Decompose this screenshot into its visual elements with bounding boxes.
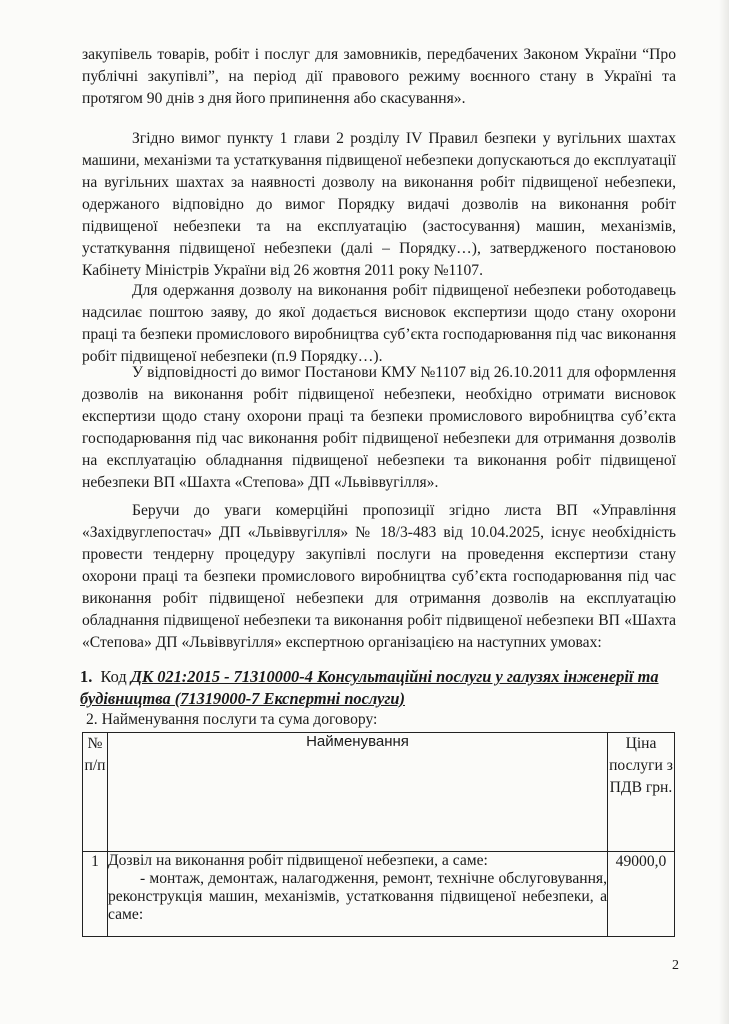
row-desc-line: Дозвіл на виконання робіт підвищеної небезпеки, а саме: [108,852,488,869]
item-1-prefix: Код [100,667,127,686]
row-num: 1 [83,852,108,937]
row-description [108,852,608,937]
table-row [83,852,675,937]
header-name: Найменування [108,733,608,852]
item-1-code-line [80,666,684,710]
service-table [82,732,675,937]
row-price: 49000,0 [608,852,675,937]
paragraph-1: закупівель товарів, робіт і послуг для замовників, передбачених Законом України “Про публічні закупівлі”, на період дії правового режиму воєнного стану в Україні та протягом 90 днів з дня його припинення або скасування». [82,46,676,107]
paragraph-2: Згідно вимог пункту 1 глави 2 розділу IV Правил безпеки у вугільних шахтах машини, механізми та устаткування підвищеної небезпеки допускаються до експлуатації на вугільних шахтах за наявності дозволу на виконання робіт підвищеної небезпеки, одержаного відповідно до вимог Порядку видачі дозволів на виконання робіт підвищеної небезпеки та на експлуатацію (застосування) машин, механізмів, устаткування підвищеної небезпеки (далі – Порядку…), затвердженого постановою Кабінету Міністрів України від 26 жовтня 2011 року №1107. [82,130,676,279]
item-1-number: 1. [80,667,93,686]
table-header-row [83,733,675,852]
paragraph-5: Беручи до уваги комерційні пропозиції згідно листа ВП «Управління «Західвуглепостач» ДП «Львіввугілля» № 18/3-483 від 10.04.2025, існує необхідність провести тендерну процедуру закупівлі послуги на проведення експертизи стану охорони праці та безпеки промислового виробництва суб’єкта господарювання під час виконання робіт підвищеної небезпеки для отримання дозволів на експлуатацію обладнання підвищеної небезпеки та виконання робіт підвищеної небезпеки ВП «Шахта «Степова» ДП «Львіввугілля» експертною організацією на наступних умовах: [82,502,676,651]
item-2-heading: 2. Найменування послуги та сума договору: [86,711,378,728]
row-desc-sub: - монтаж, демонтаж, налагодження, ремонт, технічне обслуговування, реконструкція машин, механізмів, устатковання підвищеної небезпеки, а саме: [108,870,607,923]
page-number: 2 [672,958,679,973]
scan-edge [719,0,729,1024]
paragraph-4: У відповідності до вимог Постанови КМУ №1107 від 26.10.2011 для оформлення дозволів на виконання робіт підвищеної небезпеки, необхідно отримати висновок експертизи щодо стану охорони праці та безпеки промислового виробництва суб’єкта господарювання під час виконання робіт підвищеної небезпеки для отримання дозволів на експлуатацію обладнання підвищеної небезпеки та виконання робіт підвищеної небезпеки ВП «Шахта «Степова» ДП «Львіввугілля». [82,364,676,491]
header-price: Ціна послуги з ПДВ грн. [608,733,675,852]
paragraph-3: Для одержання дозволу на виконання робіт підвищеної небезпеки роботодавець надсилає поштою заяву, до якої додається висновок експертизи щодо стану охорони праці та безпеки промислового виробництва суб’єкта господарювання під час виконання робіт підвищеної небезпеки (п.9 Порядку…). [82,282,676,365]
header-num: № п/п [83,733,108,852]
item-1-code: ДК 021:2015 - 71310000-4 Консультаційні послуги у галузях інженерії та будівництва (71319000-7 Експертні послуги) [80,667,659,708]
